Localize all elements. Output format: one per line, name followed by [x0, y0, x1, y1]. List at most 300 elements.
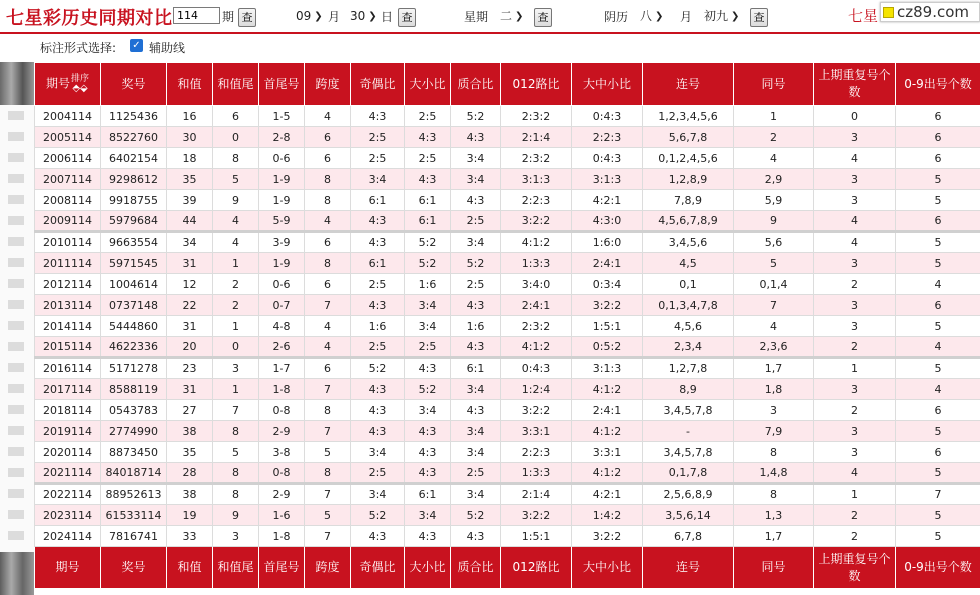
table-cell: 3-9 — [259, 232, 305, 253]
table-cell: 2:1:4 — [501, 484, 572, 505]
table-cell: 2:2:3 — [501, 190, 572, 211]
table-cell: 7 — [305, 526, 351, 547]
table-cell: 2:4:1 — [572, 253, 643, 274]
table-cell: 8 — [305, 190, 351, 211]
table-cell: 0737148 — [101, 295, 167, 316]
period-query-button[interactable]: 查 — [238, 8, 256, 27]
table-cell: 1,7 — [734, 526, 814, 547]
table-cell: 1:4:2 — [572, 505, 643, 526]
table-cell: 2 — [814, 400, 896, 421]
table-cell: 5 — [896, 358, 980, 379]
side-thumbnail — [8, 132, 24, 141]
table-row — [35, 337, 980, 358]
column-header-label: 跨度 — [315, 76, 340, 91]
table-cell: 4:3 — [405, 127, 451, 148]
table-cell: 4:3 — [351, 295, 405, 316]
table-cell: 6,7,8 — [643, 526, 734, 547]
period-label: 期 — [222, 10, 235, 24]
table-cell: 5 — [305, 442, 351, 463]
table-cell: 4:1:2 — [572, 379, 643, 400]
chevron-down-icon: ❯ — [515, 10, 524, 22]
table-cell: 3:4 — [451, 169, 501, 190]
table-cell: 4:3 — [451, 295, 501, 316]
table-cell: 2004114 — [35, 106, 101, 127]
column-header-label: 0-9出号个数 — [904, 76, 972, 91]
table-cell: 38 — [167, 484, 213, 505]
column-header — [896, 63, 980, 106]
column-header — [405, 63, 451, 106]
footer-column-header: 奇偶比 — [351, 547, 405, 589]
table-cell: 3-8 — [259, 442, 305, 463]
footer-column-header: 奖号 — [101, 547, 167, 589]
table-cell: 0,1 — [643, 274, 734, 295]
table-cell: 1,7 — [734, 358, 814, 379]
table-cell: 2:4:1 — [572, 400, 643, 421]
table-cell: 8 — [734, 484, 814, 505]
table-cell: 3 — [814, 169, 896, 190]
table-cell: 2:3:2 — [501, 316, 572, 337]
table-cell: 0-6 — [259, 274, 305, 295]
table-cell: 2-8 — [259, 127, 305, 148]
guide-line-label[interactable]: 辅助线 — [149, 41, 186, 55]
side-thumbnail — [8, 363, 24, 372]
table-cell: 5 — [896, 463, 980, 484]
top-toolbar — [0, 0, 980, 34]
period-number-input[interactable] — [173, 7, 220, 24]
table-cell: 6 — [305, 274, 351, 295]
table-cell: 4:2:1 — [572, 190, 643, 211]
table-cell: 4:3 — [351, 106, 405, 127]
weekday-select[interactable] — [500, 7, 523, 25]
table-cell: 4:3 — [451, 526, 501, 547]
table-cell: 34 — [167, 232, 213, 253]
table-cell: 3 — [213, 358, 259, 379]
table-cell: 4:3 — [451, 337, 501, 358]
column-header — [351, 63, 405, 106]
table-header-row — [35, 63, 980, 106]
table-cell: 5:2 — [405, 379, 451, 400]
table-row — [35, 274, 980, 295]
lunar-month-select[interactable] — [640, 7, 663, 25]
table-cell: 31 — [167, 316, 213, 337]
table-cell: 3,5,6,14 — [643, 505, 734, 526]
table-cell: 2022114 — [35, 484, 101, 505]
table-cell: 1 — [213, 316, 259, 337]
table-cell: 6 — [896, 127, 980, 148]
column-header — [259, 63, 305, 106]
table-cell: 39 — [167, 190, 213, 211]
table-cell: 4 — [814, 211, 896, 232]
table-cell: 5:2 — [405, 253, 451, 274]
table-cell: 2,5,6,8,9 — [643, 484, 734, 505]
side-thumbnail — [8, 384, 24, 393]
table-row — [35, 400, 980, 421]
table-cell: 2,3,6 — [734, 337, 814, 358]
table-cell: 5979684 — [101, 211, 167, 232]
table-cell: 3:2:2 — [572, 295, 643, 316]
table-cell: 1:6:0 — [572, 232, 643, 253]
table-cell: 0543783 — [101, 400, 167, 421]
column-header-label: 大小比 — [409, 76, 446, 91]
column-header-label: 首尾号 — [263, 76, 300, 91]
brand-site-name: cz89.com — [897, 3, 970, 21]
footer-column-header: 012路比 — [501, 547, 572, 589]
table-cell: 0-6 — [259, 148, 305, 169]
table-cell: 22 — [167, 295, 213, 316]
table-cell: 2:5 — [451, 463, 501, 484]
table-cell: 7 — [213, 400, 259, 421]
table-cell: 1-5 — [259, 106, 305, 127]
weekday-select-value: 二 — [500, 9, 513, 23]
footer-column-header: 0-9出号个数 — [896, 547, 980, 589]
sort-icon[interactable]: 排序 ⬘⬙ — [71, 74, 90, 94]
footer-column-header: 同号 — [734, 547, 814, 589]
lunar-day-select[interactable] — [704, 7, 739, 25]
table-cell: 4:3 — [351, 211, 405, 232]
table-cell: 1-6 — [259, 505, 305, 526]
table-cell: 2:5 — [351, 337, 405, 358]
table-cell: 6:1 — [405, 484, 451, 505]
table-cell: 4:2:1 — [572, 484, 643, 505]
table-cell: 3:4 — [351, 169, 405, 190]
table-cell: 3:4 — [451, 232, 501, 253]
table-cell: 5971545 — [101, 253, 167, 274]
table-cell: 3:4 — [451, 379, 501, 400]
table-cell: 0,1,3,4,7,8 — [643, 295, 734, 316]
table-cell: 4 — [896, 274, 980, 295]
side-thumbnail — [8, 300, 24, 309]
table-cell: 6 — [305, 127, 351, 148]
chevron-down-icon: ❯ — [731, 10, 740, 22]
table-row — [35, 526, 980, 547]
table-cell: 2:5 — [351, 148, 405, 169]
table-cell: 0:4:3 — [501, 358, 572, 379]
table-cell: 5 — [896, 253, 980, 274]
table-cell: 2015114 — [35, 337, 101, 358]
table-cell: 4:3 — [451, 127, 501, 148]
side-thumbnail — [8, 447, 24, 456]
table-cell: 3:4 — [451, 442, 501, 463]
table-cell: 2:2:3 — [501, 442, 572, 463]
table-cell: 8 — [213, 421, 259, 442]
table-cell: 0-8 — [259, 400, 305, 421]
month-select[interactable] — [296, 7, 323, 25]
table-cell: 19 — [167, 505, 213, 526]
table-cell: 3 — [213, 526, 259, 547]
table-row — [35, 169, 980, 190]
footer-column-header: 首尾号 — [259, 547, 305, 589]
table-cell: 1,8 — [734, 379, 814, 400]
table-cell: 3:2:2 — [501, 400, 572, 421]
table-cell: 3 — [814, 253, 896, 274]
table-cell: 44 — [167, 211, 213, 232]
table-cell: 2,3,4 — [643, 337, 734, 358]
table-cell: 5444860 — [101, 316, 167, 337]
table-row — [35, 505, 980, 526]
table-cell: 2:5 — [351, 274, 405, 295]
table-cell: 4:3 — [451, 190, 501, 211]
table-row — [35, 295, 980, 316]
table-cell: 3:4 — [405, 295, 451, 316]
table-cell: 4 — [305, 337, 351, 358]
table-cell: 2 — [814, 505, 896, 526]
table-cell: 4:3 — [351, 379, 405, 400]
table-cell: 31 — [167, 379, 213, 400]
table-cell: 5:2 — [351, 358, 405, 379]
column-header — [734, 63, 814, 106]
table-cell: 4 — [814, 148, 896, 169]
table-cell: 3 — [814, 421, 896, 442]
table-cell: 9918755 — [101, 190, 167, 211]
table-cell: 4,5,6 — [643, 316, 734, 337]
footer-column-header: 期号 — [35, 547, 101, 589]
table-cell: 4:3 — [351, 421, 405, 442]
table-cell: 3 — [814, 442, 896, 463]
table-cell: 4:1:2 — [572, 421, 643, 442]
table-cell: 9 — [213, 190, 259, 211]
column-header-label: 上期重复号个数 — [818, 68, 891, 99]
table-cell: 2 — [814, 274, 896, 295]
column-header — [101, 63, 167, 106]
side-header-image — [0, 62, 34, 105]
table-row — [35, 484, 980, 505]
table-cell: 4 — [305, 316, 351, 337]
table-cell: 7 — [305, 295, 351, 316]
column-header-label: 大中小比 — [582, 76, 631, 91]
table-cell: 84018714 — [101, 463, 167, 484]
table-cell: 4:1:2 — [501, 232, 572, 253]
table-cell: 4:3 — [451, 400, 501, 421]
table-cell: 3,4,5,6 — [643, 232, 734, 253]
table-cell: 4 — [734, 316, 814, 337]
table-cell: 23 — [167, 358, 213, 379]
column-header — [814, 63, 896, 106]
table-cell: 1,2,8,9 — [643, 169, 734, 190]
table-cell: 5 — [896, 505, 980, 526]
column-header-label: 和值 — [177, 76, 202, 91]
table-cell: 1 — [814, 484, 896, 505]
side-thumbnail — [8, 216, 24, 225]
side-strip — [0, 62, 34, 595]
guide-line-checkbox[interactable]: ✓ — [130, 39, 143, 52]
table-cell: 1:6 — [351, 316, 405, 337]
table-cell: 8 — [305, 400, 351, 421]
date-query-button[interactable]: 查 — [398, 8, 416, 27]
table-cell: 4:3 — [351, 232, 405, 253]
table-cell: 1 — [734, 106, 814, 127]
table-cell: 35 — [167, 442, 213, 463]
table-cell: 8 — [213, 148, 259, 169]
table-cell: 3:4 — [405, 316, 451, 337]
month-label: 月 — [328, 10, 341, 24]
table-cell: 9298612 — [101, 169, 167, 190]
column-header-label: 同号 — [761, 76, 786, 91]
table-cell: 2023114 — [35, 505, 101, 526]
table-cell: 2006114 — [35, 148, 101, 169]
table-cell: 0,1,7,8 — [643, 463, 734, 484]
table-cell: 5,6,7,8 — [643, 127, 734, 148]
table-cell: 2024114 — [35, 526, 101, 547]
table-cell: 12 — [167, 274, 213, 295]
table-cell: 1:6 — [451, 316, 501, 337]
side-thumbnail — [8, 237, 24, 246]
side-thumbnail — [8, 405, 24, 414]
side-thumbnail — [8, 531, 24, 540]
table-cell: 31 — [167, 253, 213, 274]
table-cell: 1:3:3 — [501, 463, 572, 484]
sort-label: 排序 — [71, 74, 90, 84]
table-cell: 4 — [213, 211, 259, 232]
table-cell: 3:1:3 — [501, 169, 572, 190]
table-cell: 8588119 — [101, 379, 167, 400]
table-footer-row — [35, 547, 980, 589]
table-cell: 5 — [896, 169, 980, 190]
brand-square-icon — [883, 7, 894, 18]
page-title: 七星彩历史同期对比 — [6, 8, 173, 29]
footer-column-header: 大小比 — [405, 547, 451, 589]
side-footer-image — [0, 552, 34, 595]
table-row — [35, 379, 980, 400]
table-cell: 5 — [213, 442, 259, 463]
table-cell: 2010114 — [35, 232, 101, 253]
table-cell: 2:5 — [405, 337, 451, 358]
brand-logo-link[interactable] — [880, 2, 980, 22]
table-cell: 35 — [167, 169, 213, 190]
table-cell: 1-8 — [259, 379, 305, 400]
table-cell: 0 — [814, 106, 896, 127]
table-cell: 2:2:3 — [572, 127, 643, 148]
table-cell: 4-8 — [259, 316, 305, 337]
footer-column-header: 和值尾 — [213, 547, 259, 589]
column-header — [501, 63, 572, 106]
table-cell: 6 — [305, 232, 351, 253]
table-cell: 3:4:0 — [501, 274, 572, 295]
table-cell: 2017114 — [35, 379, 101, 400]
table-row — [35, 316, 980, 337]
table-cell: 6402154 — [101, 148, 167, 169]
table-cell: 4622336 — [101, 337, 167, 358]
side-thumbnail — [8, 510, 24, 519]
table-cell: 4:3 — [405, 526, 451, 547]
table-cell: 3:1:3 — [572, 358, 643, 379]
table-cell: 4:3 — [405, 442, 451, 463]
table-cell: 5 — [213, 169, 259, 190]
table-cell: 2 — [814, 337, 896, 358]
brand-prefix: 七星 — [848, 7, 879, 25]
table-cell: 6:1 — [451, 358, 501, 379]
table-cell: 4:3 — [405, 421, 451, 442]
table-cell: 1-9 — [259, 253, 305, 274]
option-bar — [0, 34, 980, 62]
lunar-query-button[interactable]: 查 — [750, 8, 768, 27]
footer-column-header: 质合比 — [451, 547, 501, 589]
table-cell: 2011114 — [35, 253, 101, 274]
table-cell: 1004614 — [101, 274, 167, 295]
table-cell: 2:5 — [405, 106, 451, 127]
table-cell: 0-8 — [259, 463, 305, 484]
table-cell: 8522760 — [101, 127, 167, 148]
chevron-down-icon: ❯ — [368, 10, 377, 22]
column-header-label: 质合比 — [457, 76, 494, 91]
side-thumbnail — [8, 489, 24, 498]
table-cell: 8 — [213, 484, 259, 505]
table-cell: 3:1:3 — [572, 169, 643, 190]
table-cell: 3,4,5,7,8 — [643, 400, 734, 421]
table-cell: 6 — [305, 148, 351, 169]
column-header — [572, 63, 643, 106]
month-select-value: 09 — [296, 9, 312, 23]
table-cell: 4:3 — [351, 400, 405, 421]
table-cell: 2:5 — [451, 211, 501, 232]
table-cell: 9663554 — [101, 232, 167, 253]
table-cell: 5171278 — [101, 358, 167, 379]
table-cell: 2020114 — [35, 442, 101, 463]
history-table — [34, 62, 980, 589]
table-cell: 8873450 — [101, 442, 167, 463]
table-cell: 1 — [213, 253, 259, 274]
table-cell: 88952613 — [101, 484, 167, 505]
table-cell: 20 — [167, 337, 213, 358]
table-cell: 3:3:1 — [572, 442, 643, 463]
column-header-label: 和值尾 — [217, 76, 254, 91]
table-cell: 3,4,5,7,8 — [643, 442, 734, 463]
table-cell: 7816741 — [101, 526, 167, 547]
lunar-day-select-value: 初九 — [704, 9, 729, 23]
table-cell: 4 — [305, 106, 351, 127]
day-select[interactable] — [350, 7, 377, 25]
table-cell: 5 — [896, 421, 980, 442]
table-cell: 6:1 — [405, 211, 451, 232]
table-cell: 4:3 — [405, 463, 451, 484]
table-cell: 2,9 — [734, 169, 814, 190]
table-row — [35, 190, 980, 211]
table-cell: 7 — [305, 484, 351, 505]
table-cell: 27 — [167, 400, 213, 421]
table-cell: 2005114 — [35, 127, 101, 148]
side-thumbnail — [8, 153, 24, 162]
table-cell: 6 — [896, 211, 980, 232]
side-thumbnail — [8, 258, 24, 267]
table-cell: 2021114 — [35, 463, 101, 484]
table-cell: 3:4 — [351, 442, 405, 463]
table-cell: 2-9 — [259, 484, 305, 505]
side-thumbnail — [8, 195, 24, 204]
table-row — [35, 463, 980, 484]
table-cell: 2007114 — [35, 169, 101, 190]
table-cell: 3:4 — [451, 484, 501, 505]
table-cell: 2:5 — [351, 463, 405, 484]
table-cell: 5:2 — [351, 505, 405, 526]
table-cell: 1-9 — [259, 169, 305, 190]
table-cell: 1:6 — [405, 274, 451, 295]
column-header[interactable] — [35, 63, 101, 106]
table-cell: 5:2 — [451, 505, 501, 526]
table-cell: 4 — [305, 211, 351, 232]
chevron-down-icon: ❯ — [314, 10, 323, 22]
table-cell: 1:3:3 — [501, 253, 572, 274]
table-cell: 4:1:2 — [501, 337, 572, 358]
table-cell: 2:3:2 — [501, 148, 572, 169]
weekday-query-button[interactable]: 查 — [534, 8, 552, 27]
table-cell: 0:5:2 — [572, 337, 643, 358]
weekday-label: 星期 — [464, 10, 489, 24]
table-cell: 2-6 — [259, 337, 305, 358]
table-row — [35, 358, 980, 379]
table-row — [35, 232, 980, 253]
table-cell: 6 — [896, 442, 980, 463]
table-cell: 6 — [896, 400, 980, 421]
table-cell: 0:4:3 — [572, 148, 643, 169]
